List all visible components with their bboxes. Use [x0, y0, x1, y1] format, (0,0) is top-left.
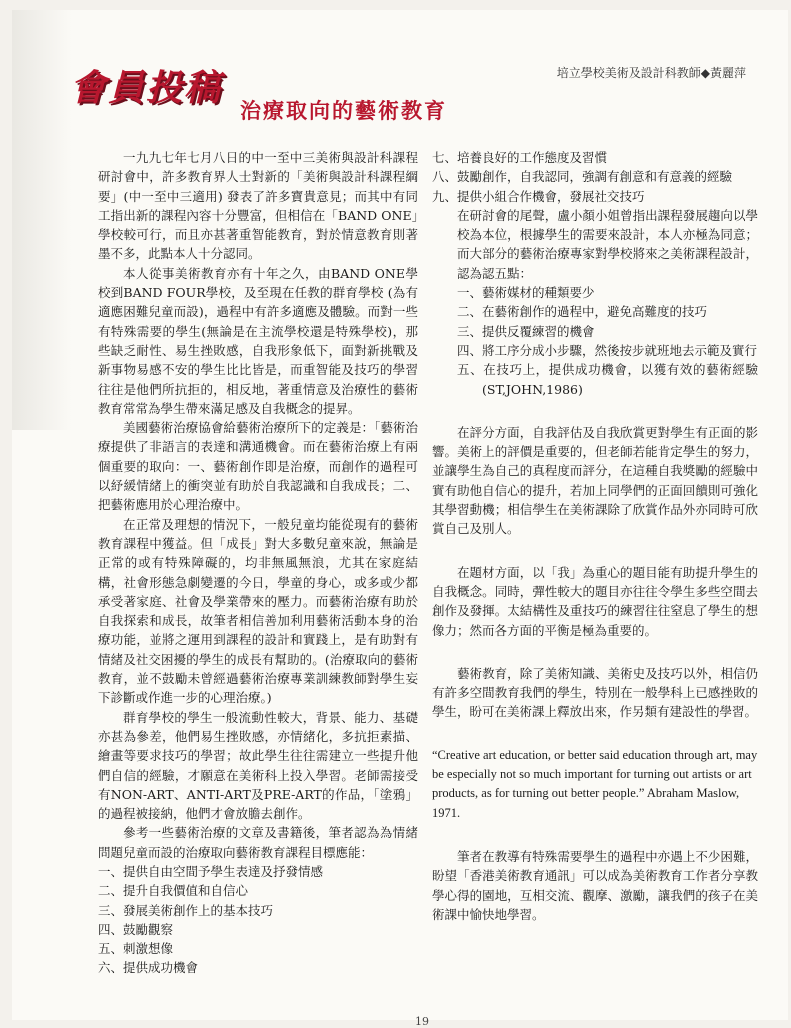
- paragraph: 群育學校的學生一般流動性較大，背景、能力、基礎亦甚為參差，他們易生挫敗感，亦情緒化，多抗拒素描、繪畫等要求技巧的學習；故此學生往往需建立一些提升他們自信的經驗，才願意在美術科上投入學習。老師需接受有NON-ART、ANTI-ART及PRE-ART的作品，「塗鴉」的過程被接納，他們才會放膽去創作。: [98, 709, 418, 822]
- article-title: 治療取向的藝術教育: [240, 98, 447, 123]
- paragraph: 美國藝術治療協會給藝術治療所下的定義是：「藝術治療提供了非語言的表達和溝通機會。而在藝術治療上有兩個重要的取向：一、藝術創作即是治療，而創作的過程可以紓緩情緒上的衝突並有助於自我認識和自我成長；二、把藝術應用於心理治療中。: [98, 420, 418, 513]
- list-item: 二、提升自我價值和自信心: [98, 883, 249, 899]
- paragraph: 在評分方面，自我評估及自我欣賞更對學生有正面的影響。美術上的評價是重要的，但老師若能肯定學生的努力，並讓學生為自己的真程度而評分，在這種自我獎勵的經驗中實有助他自信心的提升，若加上同學們的正面回饋則可強化其學習動機；相信學生在美術課除了欣賞作品外亦同時可欣賞自己及別人。: [432, 424, 758, 537]
- list-item: 六、提供成功機會: [98, 960, 199, 976]
- list-item: 五、在技巧上，提供成功機會，以獲有效的藝術經驗 (ST,JOHN,1986): [457, 362, 758, 397]
- paragraph: 一九九七年七月八日的中一至中三美術與設計科課程研討會中，許多教育界人士對新的「美術與設計科課程綱要」(中一至中三適用) 發表了許多寶貴意見；而其中有同工指出新的課程內容十分豐富，但相信在「BAND ONE」學校較可行，而且亦甚著重智能教育，對於情意教育則著墨不多，此點本人十分認同。: [98, 150, 418, 262]
- list-item: 二、在藝術創作的過程中，避免高難度的技巧: [457, 304, 708, 320]
- right-column: [432, 148, 758, 924]
- paragraph: 在正常及理想的情況下，一般兒童均能從現有的藝術教育課程中獲益。但「成長」對大多數兒童來說，無論是正常的或有特殊障礙的，均非無風無浪，尤其在家庭結構，社會形態急劇變遷的今日，學童的身心，或多或少都承受著家庭、社會及學業帶來的壓力。而藝術治療有助於自我探索和成長，故筆者相信善加利用藝術活動本身的治療功能，並將之運用到課程的設計和實踐上，是有助對有情緒及社交困擾的學生的成長有幫助的。(治療取向的藝術教育，並不鼓勵未曾經過藝術治療專業訓練教師對學生妄下診斷或作進一步的心理治療。): [98, 516, 418, 706]
- list-item: 七、培養良好的工作態度及習慣: [432, 150, 608, 165]
- list-item: 八、鼓勵創作，自我認同，強調有創意和有意義的經驗: [432, 169, 733, 185]
- list-item: 四、鼓勵觀察: [98, 921, 174, 937]
- list-item: 五、刺激想像: [98, 941, 174, 957]
- paragraph: 在題材方面，以「我」為重心的題目能有助提升學生的自我概念。同時，彈性較大的題目亦往往令學生多些空間去創作及發揮。太結構性及重技巧的練習往往窒息了學生的想像力；然而各方面的平衡是極為重要的。: [432, 564, 758, 638]
- list-item: 三、提供反覆練習的機會: [457, 323, 595, 339]
- paragraph: “Creative art education, or better said education through art, may be especially not so much important for turning out artists or art products, as for turning out better people.” Abraham Maslow, 1971.: [432, 747, 758, 820]
- list-item: 一、提供自由空間予學生表達及抒發情感: [98, 863, 324, 879]
- column-badge: 會員投稿: [70, 67, 223, 109]
- page-number: 19: [415, 1015, 429, 1028]
- indented-paragraph: 在研討會的尾聲，盧小顏小姐曾指出課程發展趨向以學校為本位，根據學生的需要來設計，本人亦極為同意；而大部分的藝術治療專家對學校將來之美術課程設計，認為認五點：: [457, 207, 758, 281]
- author-line: 培立學校美術及設計科教師◆黃麗萍: [556, 66, 746, 80]
- paragraph: 筆者在教導有特殊需要學生的過程中亦遇上不少困難，盼望「香港美術教育通訊」可以成為美術教育工作者分享教學心得的園地，互相交流、觀摩、激勵，讓我們的孩子在美術課中愉快地學習。: [432, 848, 758, 922]
- list-item: 三、發展美術創作上的基本技巧: [98, 902, 274, 918]
- paragraph: 藝術教育，除了美術知識、美術史及技巧以外，相信仍有許多空間教育我們的學生，特別在一般學科上已感挫敗的學生，盼可在美術課上釋放出來，作另類有建設性的學習。: [432, 665, 758, 720]
- list-item: 九、提供小組合作機會，發展社交技巧: [432, 188, 645, 204]
- list-item: 一、藝術媒材的種類要少: [457, 285, 595, 301]
- paragraph: 本人從事美術教育亦有十年之久，由BAND ONE學校到BAND FOUR學校，及至現在任教的群育學校 (為有適應困難兒童而設)，過程中有許多適應及體驗。而對一些有特殊需要的學生(無論是在主流學校還是特殊學校)，那些缺乏耐性、易生挫敗感，自我形象低下，面對新挑戰及新事物易感不安的學生比比皆是，而重智能及技巧的學習往往是他們所抗拒的，相反地，著重情意及治療性的藝術教育常常為學生帶來滿足感及自我概念的提昇。: [98, 265, 418, 416]
- list-item: 四、將工序分成小步驟，然後按步就班地去示範及實行: [457, 342, 758, 358]
- paragraph: 參考一些藝術治療的文章及書籍後，筆者認為為情緒問題兒童而設的治療取向藝術教育課程目標應能：: [98, 825, 418, 860]
- left-column: [98, 148, 418, 978]
- scan-shadow: [12, 10, 72, 430]
